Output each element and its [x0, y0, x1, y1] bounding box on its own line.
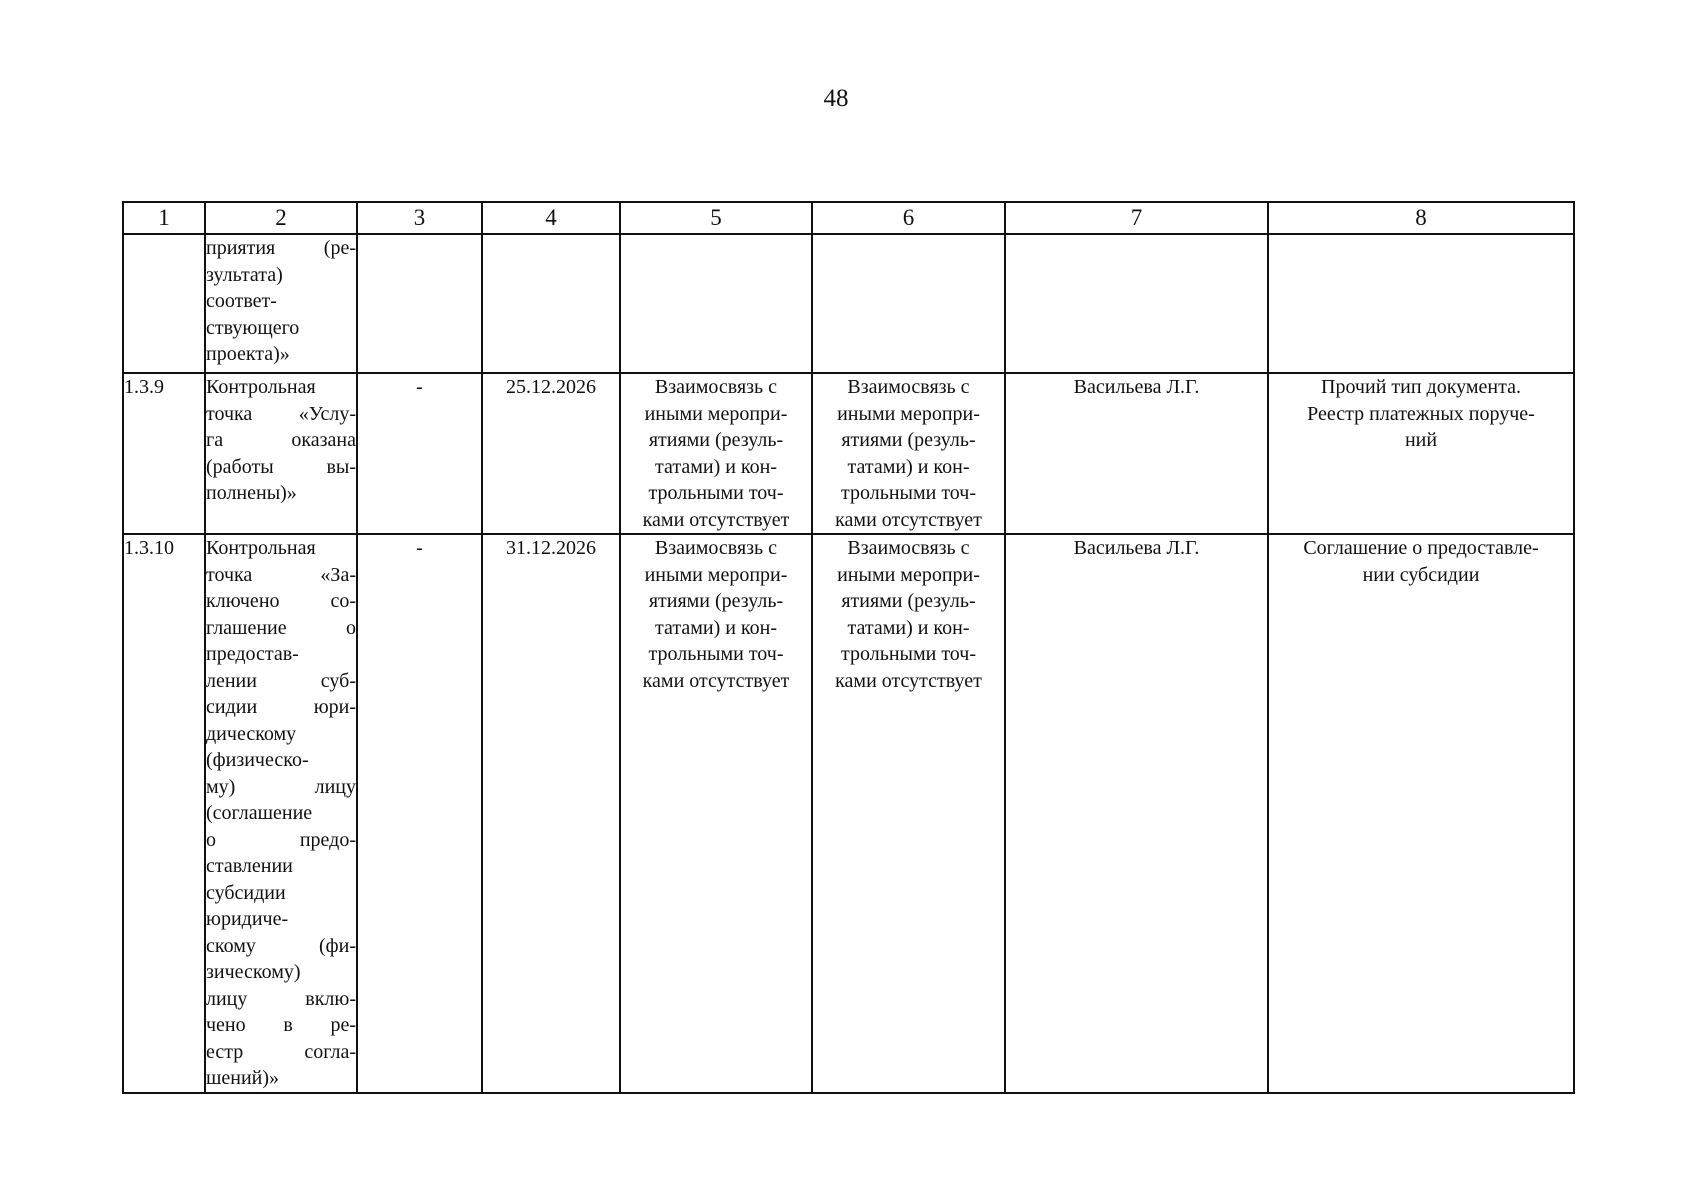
- cell-text-line: Взаимосвязь с: [654, 537, 778, 559]
- relationship-next-cell: [812, 373, 1005, 534]
- cell-text-line: полнены)»: [206, 482, 297, 504]
- relationship-previous-cell: [620, 534, 812, 1093]
- document-type-cell: [1268, 234, 1574, 373]
- cell-text-line: иными меропри-: [644, 402, 788, 425]
- cell-text-line: субсидии: [206, 881, 286, 904]
- cell-text-line: зическому): [206, 961, 301, 983]
- cell-text-line: скому (фи-: [206, 934, 356, 957]
- cell-text-line: Взаимосвязь с: [847, 376, 970, 398]
- cell-text-line: сидии юри-: [206, 696, 356, 718]
- cell-text-line: ятиями (резуль-: [648, 429, 784, 451]
- cell-text-line: лицу вклю-: [206, 987, 356, 1010]
- cell-text-line: о предо-: [206, 828, 356, 851]
- cell-text-line: (физическо-: [206, 749, 309, 771]
- column-header: 5: [620, 202, 812, 234]
- cell-text-line: ятиями (резуль-: [648, 590, 784, 612]
- plan-table: [122, 201, 1575, 1094]
- deadline-date-cell: 25.12.2026: [482, 373, 620, 534]
- cell-text-line: ставлении: [206, 855, 293, 877]
- item-description-cell: [205, 534, 357, 1093]
- cell-text-line: ятиями (резуль-: [841, 429, 976, 451]
- cell-text-line: татами) и кон-: [847, 616, 970, 639]
- cell-text-line: приятия (ре-: [206, 237, 356, 259]
- item-number-cell: 1.3.10: [123, 534, 205, 1093]
- cell-text-line: Взаимосвязь с: [654, 376, 778, 398]
- deadline-date-cell: 31.12.2026: [482, 534, 620, 1093]
- cell-text-line: Взаимосвязь с: [847, 537, 970, 559]
- item-description-cell: [205, 234, 357, 373]
- column-3-cell: [357, 234, 482, 373]
- item-number-cell: 1.3.9: [123, 373, 205, 534]
- deadline-date-cell: [482, 234, 620, 373]
- cell-text-line: Контрольная: [206, 537, 316, 559]
- cell-text-line: ний: [1404, 429, 1438, 451]
- cell-text-line: дическому: [206, 722, 297, 745]
- cell-text-line: ками отсутствует: [642, 508, 790, 531]
- document-type-cell: [1268, 373, 1574, 534]
- cell-text-line: ками отсутствует: [835, 669, 982, 692]
- cell-text-line: шений)»: [206, 1067, 280, 1089]
- responsible-person-cell: Васильева Л.Г.: [1005, 373, 1268, 534]
- document-type-cell: [1268, 534, 1574, 1093]
- table-header-row: [123, 202, 1574, 234]
- cell-text-line: га оказана: [206, 429, 356, 451]
- column-header: 8: [1268, 202, 1574, 234]
- cell-text-line: трольными точ-: [841, 643, 976, 665]
- cell-text-line: нии субсидии: [1362, 563, 1480, 586]
- cell-text-line: иными меропри-: [837, 563, 980, 586]
- cell-text-line: естр согла-: [206, 1040, 356, 1063]
- responsible-person-cell: [1005, 234, 1268, 373]
- cell-text-line: ками отсутствует: [835, 508, 982, 531]
- column-header: 7: [1005, 202, 1268, 234]
- table-row: [123, 534, 1574, 1093]
- cell-text-line: татами) и кон-: [847, 455, 970, 478]
- cell-text-line: ключено со-: [206, 590, 356, 612]
- cell-text-line: ками отсутствует: [642, 669, 790, 692]
- relationship-next-cell: [812, 234, 1005, 373]
- column-3-cell: -: [357, 534, 482, 1093]
- column-3-cell: -: [357, 373, 482, 534]
- cell-text-line: предостав-: [206, 643, 299, 665]
- relationship-next-cell: [812, 534, 1005, 1093]
- cell-text-line: иными меропри-: [837, 402, 980, 425]
- page-number: 48: [823, 85, 849, 112]
- cell-text-line: Прочий тип документа.: [1321, 376, 1521, 398]
- cell-text-line: Соглашение о предоставле-: [1303, 537, 1539, 559]
- table-row: [123, 234, 1574, 373]
- cell-text-line: (соглашение: [206, 802, 313, 824]
- responsible-person-cell: Васильева Л.Г.: [1005, 534, 1268, 1093]
- cell-text-line: иными меропри-: [644, 563, 788, 586]
- cell-text-line: трольными точ-: [648, 482, 784, 504]
- cell-text-line: проекта)»: [206, 343, 290, 365]
- column-header: 2: [205, 202, 357, 234]
- cell-text-line: (работы вы-: [206, 455, 356, 478]
- cell-text-line: Реестр платежных поруче-: [1307, 402, 1535, 425]
- column-header: 1: [123, 202, 205, 234]
- cell-text-line: соответ-: [206, 290, 277, 312]
- item-description-cell: [205, 373, 357, 534]
- cell-text-line: чено в ре-: [206, 1014, 356, 1036]
- cell-text-line: ятиями (резуль-: [841, 590, 976, 612]
- table-row: [123, 373, 1574, 534]
- cell-text-line: глашение о: [206, 616, 356, 639]
- cell-text-line: трольными точ-: [648, 643, 784, 665]
- column-header: 4: [482, 202, 620, 234]
- column-header: 6: [812, 202, 1005, 234]
- cell-text-line: юридиче-: [206, 908, 289, 930]
- cell-text-line: му) лицу: [206, 775, 356, 798]
- cell-text-line: татами) и кон-: [655, 616, 777, 639]
- column-header: 3: [357, 202, 482, 234]
- cell-text-line: трольными точ-: [841, 482, 976, 504]
- cell-text-line: татами) и кон-: [655, 455, 777, 478]
- cell-text-line: зультата): [206, 263, 283, 286]
- relationship-previous-cell: [620, 234, 812, 373]
- cell-text-line: лении суб-: [206, 669, 356, 692]
- cell-text-line: Контрольная: [206, 376, 316, 398]
- cell-text-line: ствующего: [206, 316, 300, 339]
- cell-text-line: точка «Услу-: [206, 402, 356, 425]
- cell-text-line: точка «За-: [206, 563, 356, 586]
- item-number-cell: [123, 234, 205, 373]
- relationship-previous-cell: [620, 373, 812, 534]
